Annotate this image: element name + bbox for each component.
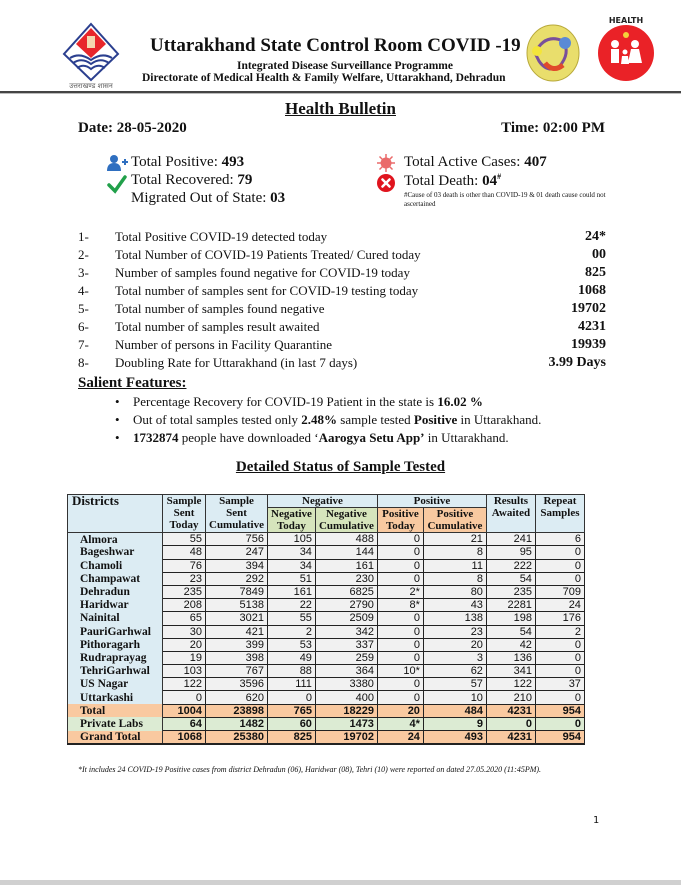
value-cell: 0: [535, 546, 584, 559]
value-cell: 24: [535, 599, 584, 612]
svg-text:HEALTH: HEALTH: [608, 16, 644, 25]
value-cell: 2: [268, 625, 316, 638]
value-cell: 136: [486, 651, 535, 664]
value-cell: 400: [315, 691, 377, 704]
value-cell: 54: [486, 572, 535, 585]
value-cell: 0: [535, 691, 584, 704]
value-cell: 3596: [206, 678, 268, 691]
value-cell: 5138: [206, 599, 268, 612]
value-cell: 103: [163, 665, 206, 678]
value-cell: 105: [268, 533, 316, 546]
bulletin-date: Date: 28-05-2020: [78, 120, 187, 136]
total-active-cases: Total Active Cases: 407: [404, 154, 547, 170]
header-negative: Negative: [268, 495, 378, 508]
value-cell: 1473: [315, 717, 377, 730]
value-cell: 337: [315, 638, 377, 651]
header-negative-today: Negative Today: [268, 508, 316, 533]
national-health-mission-logo: [587, 13, 665, 89]
value-cell: 1068: [163, 731, 206, 745]
value-cell: 176: [535, 612, 584, 625]
district-name-cell: Dehradun: [68, 585, 163, 598]
salient-features-heading: Salient Features:: [78, 375, 187, 391]
value-cell: 1482: [206, 717, 268, 730]
value-cell: 138: [423, 612, 486, 625]
value-cell: 144: [315, 546, 377, 559]
value-cell: 0: [377, 678, 423, 691]
list-item: 7- Number of persons in Facility Quarantine 19939: [78, 337, 606, 352]
value-cell: 3380: [315, 678, 377, 691]
table-footnote: *It includes 24 COVID-19 Positive cases from district Dehradun (06), Haridwar (08), Tehri (10) were reported on dated 27.05.2020 (11:45PM).: [78, 765, 542, 774]
header-repeat-samples: Repeat Samples: [535, 495, 584, 533]
value-cell: 0: [535, 572, 584, 585]
value-cell: 765: [268, 704, 316, 717]
value-cell: 0: [535, 651, 584, 664]
value-cell: 198: [486, 612, 535, 625]
table-row: [68, 665, 585, 678]
bullet-item: • Out of total samples tested only 2.48% sample tested Positive in Uttarakhand.: [115, 411, 541, 429]
value-cell: 247: [206, 546, 268, 559]
value-cell: 10*: [377, 665, 423, 678]
value-cell: 2790: [315, 599, 377, 612]
table-title: Detailed Status of Sample Tested: [235, 459, 446, 475]
total-row: [68, 704, 585, 717]
district-name-cell: Champawat: [68, 572, 163, 585]
district-name-cell: Grand Total: [68, 731, 163, 745]
value-cell: 24: [377, 731, 423, 745]
header-positive: Positive: [377, 495, 486, 508]
value-cell: 76: [163, 559, 206, 572]
value-cell: 399: [206, 638, 268, 651]
list-item: 1- Total Positive COVID-19 detected today 24*: [78, 229, 606, 244]
value-cell: 37: [535, 678, 584, 691]
value-cell: 2281: [486, 599, 535, 612]
value-cell: 65: [163, 612, 206, 625]
list-item: 6- Total number of samples result awaited 4231: [78, 319, 606, 334]
district-name-cell: Pithoragarh: [68, 638, 163, 651]
table-row: [68, 691, 585, 704]
value-cell: 210: [486, 691, 535, 704]
death-note: #Cause of 03 death is other than COVID-19 & 01 death cause could not ascertained: [404, 191, 606, 208]
value-cell: 0: [535, 665, 584, 678]
value-cell: 0: [535, 559, 584, 572]
district-name-cell: Uttarkashi: [68, 691, 163, 704]
value-cell: 25380: [206, 731, 268, 745]
district-name-cell: US Nagar: [68, 678, 163, 691]
value-cell: 48: [163, 546, 206, 559]
value-cell: 22: [268, 599, 316, 612]
value-cell: 2*: [377, 585, 423, 598]
value-cell: 2: [535, 625, 584, 638]
bullet-item: • 1732874 people have downloaded ‘Aarogya Setu App’ in Uttarakhand.: [115, 429, 541, 447]
value-cell: 23898: [206, 704, 268, 717]
uttarakhand-govt-logo: उत्तराखण्ड शासन: [60, 22, 122, 92]
district-name-cell: Total: [68, 704, 163, 717]
summary-list: [78, 228, 606, 372]
value-cell: 0: [377, 559, 423, 572]
table-row: [68, 638, 585, 651]
table-row: [68, 612, 585, 625]
value-cell: 20: [163, 638, 206, 651]
table-row: [68, 585, 585, 598]
salient-features-list: [115, 393, 541, 447]
value-cell: 235: [163, 585, 206, 598]
value-cell: 0: [377, 572, 423, 585]
value-cell: 241: [486, 533, 535, 546]
value-cell: 292: [206, 572, 268, 585]
sample-status-table: [67, 494, 585, 745]
value-cell: 55: [268, 612, 316, 625]
grand-row: [68, 731, 585, 745]
table-row: [68, 559, 585, 572]
value-cell: 161: [315, 559, 377, 572]
total-recovered: Total Recovered: 79: [131, 172, 253, 188]
district-name-cell: Private Labs: [68, 717, 163, 730]
value-cell: 21: [423, 533, 486, 546]
value-cell: 3: [423, 651, 486, 664]
value-cell: 34: [268, 559, 316, 572]
list-item: 5- Total number of samples found negative 19702: [78, 301, 606, 316]
value-cell: 88: [268, 665, 316, 678]
value-cell: 0: [377, 546, 423, 559]
table-row: [68, 599, 585, 612]
value-cell: 342: [315, 625, 377, 638]
value-cell: 394: [206, 559, 268, 572]
value-cell: 341: [486, 665, 535, 678]
district-name-cell: Rudraprayag: [68, 651, 163, 664]
page-bottom-bar: [0, 880, 681, 885]
value-cell: 60: [268, 717, 316, 730]
value-cell: 49: [268, 651, 316, 664]
value-cell: 230: [315, 572, 377, 585]
value-cell: 62: [423, 665, 486, 678]
value-cell: 259: [315, 651, 377, 664]
table-row: [68, 651, 585, 664]
header-subtitle: Integrated Disease Surveillance Programme: [236, 60, 453, 72]
value-cell: 43: [423, 599, 486, 612]
table-row: [68, 678, 585, 691]
value-cell: 111: [268, 678, 316, 691]
value-cell: 2509: [315, 612, 377, 625]
private-row: [68, 717, 585, 730]
value-cell: 6: [535, 533, 584, 546]
value-cell: 0: [535, 717, 584, 730]
value-cell: 488: [315, 533, 377, 546]
district-name-cell: Almora: [68, 533, 163, 546]
idsp-logo: [525, 23, 581, 83]
value-cell: 80: [423, 585, 486, 598]
district-name-cell: Bageshwar: [68, 546, 163, 559]
value-cell: 709: [535, 585, 584, 598]
x-circle-icon: [376, 173, 396, 198]
total-death: Total Death: 04#: [404, 172, 502, 189]
value-cell: 756: [206, 533, 268, 546]
value-cell: 620: [206, 691, 268, 704]
value-cell: 0: [377, 651, 423, 664]
bullet-item: • Percentage Recovery for COVID-19 Patient in the state is 16.02 %: [115, 393, 541, 411]
value-cell: 23: [163, 572, 206, 585]
page-number: 1: [593, 815, 600, 826]
value-cell: 161: [268, 585, 316, 598]
value-cell: 0: [486, 717, 535, 730]
value-cell: 7849: [206, 585, 268, 598]
header-directorate: Directorate of Medical Health & Family Welfare, Uttarakhand, Dehradun: [142, 72, 506, 84]
value-cell: 364: [315, 665, 377, 678]
value-cell: 122: [163, 678, 206, 691]
value-cell: 825: [268, 731, 316, 745]
value-cell: 493: [423, 731, 486, 745]
district-name-cell: Chamoli: [68, 559, 163, 572]
header-negative-cumulative: Negative Cumulative: [315, 508, 377, 533]
value-cell: 23: [423, 625, 486, 638]
value-cell: 34: [268, 546, 316, 559]
value-cell: 0: [535, 638, 584, 651]
header-results-awaited: Results Awaited: [486, 495, 535, 533]
value-cell: 767: [206, 665, 268, 678]
header-sample-cumulative: Sample Sent Cumulative: [206, 495, 268, 533]
value-cell: 0: [377, 638, 423, 651]
checkmark-icon: [107, 174, 127, 199]
value-cell: 55: [163, 533, 206, 546]
value-cell: 30: [163, 625, 206, 638]
district-name-cell: TehriGarhwal: [68, 665, 163, 678]
value-cell: 954: [535, 731, 584, 745]
header-sample-today: Sample Sent Today: [163, 495, 206, 533]
value-cell: 57: [423, 678, 486, 691]
value-cell: 421: [206, 625, 268, 638]
value-cell: 19702: [315, 731, 377, 745]
migrated-out: Migrated Out of State: 03: [131, 190, 286, 206]
value-cell: 20: [423, 638, 486, 651]
value-cell: 6825: [315, 585, 377, 598]
list-item: 4- Total number of samples sent for COVID-19 testing today 1068: [78, 283, 606, 298]
value-cell: 235: [486, 585, 535, 598]
value-cell: 8: [423, 546, 486, 559]
district-name-cell: PauriGarhwal: [68, 625, 163, 638]
table-row: [68, 533, 585, 546]
value-cell: 954: [535, 704, 584, 717]
uttarakhand-emblem-icon: [60, 22, 122, 82]
list-item: 2- Total Number of COVID-19 Patients Treated/ Cured today 00: [78, 247, 606, 262]
value-cell: 1004: [163, 704, 206, 717]
value-cell: 0: [163, 691, 206, 704]
value-cell: 3021: [206, 612, 268, 625]
value-cell: 8: [423, 572, 486, 585]
value-cell: 11: [423, 559, 486, 572]
value-cell: 0: [377, 625, 423, 638]
value-cell: 4231: [486, 704, 535, 717]
value-cell: 18229: [315, 704, 377, 717]
value-cell: 398: [206, 651, 268, 664]
value-cell: 19: [163, 651, 206, 664]
list-item: 8- Doubling Rate for Uttarakhand (in last 7 days) 3.99 Days: [78, 355, 606, 370]
value-cell: 53: [268, 638, 316, 651]
value-cell: 42: [486, 638, 535, 651]
value-cell: 54: [486, 625, 535, 638]
value-cell: 222: [486, 559, 535, 572]
district-name-cell: Nainital: [68, 612, 163, 625]
bulletin-title: Health Bulletin: [285, 99, 396, 118]
value-cell: 8*: [377, 599, 423, 612]
value-cell: 208: [163, 599, 206, 612]
header-positive-cumulative: Positive Cumulative: [423, 508, 486, 533]
table-row: [68, 625, 585, 638]
bulletin-time: Time: 02:00 PM: [501, 120, 605, 136]
value-cell: 0: [268, 691, 316, 704]
list-item: 3- Number of samples found negative for COVID-19 today 825: [78, 265, 606, 280]
table-row: [68, 572, 585, 585]
value-cell: 4*: [377, 717, 423, 730]
total-positive: Total Positive: 493: [131, 154, 245, 170]
header-title: Uttarakhand State Control Room COVID -19: [150, 35, 521, 56]
value-cell: 122: [486, 678, 535, 691]
value-cell: 95: [486, 546, 535, 559]
header-positive-today: Positive Today: [377, 508, 423, 533]
value-cell: 20: [377, 704, 423, 717]
value-cell: 9: [423, 717, 486, 730]
value-cell: 10: [423, 691, 486, 704]
district-name-cell: Haridwar: [68, 599, 163, 612]
value-cell: 64: [163, 717, 206, 730]
nhm-family-icon: [587, 13, 665, 89]
value-cell: 0: [377, 533, 423, 546]
value-cell: 0: [377, 691, 423, 704]
value-cell: 0: [377, 612, 423, 625]
value-cell: 51: [268, 572, 316, 585]
header-districts: Districts: [68, 495, 163, 533]
value-cell: 484: [423, 704, 486, 717]
header-divider-shadow: [0, 93, 681, 94]
idsp-globe-icon: [525, 23, 581, 83]
value-cell: 4231: [486, 731, 535, 745]
table-row: [68, 546, 585, 559]
